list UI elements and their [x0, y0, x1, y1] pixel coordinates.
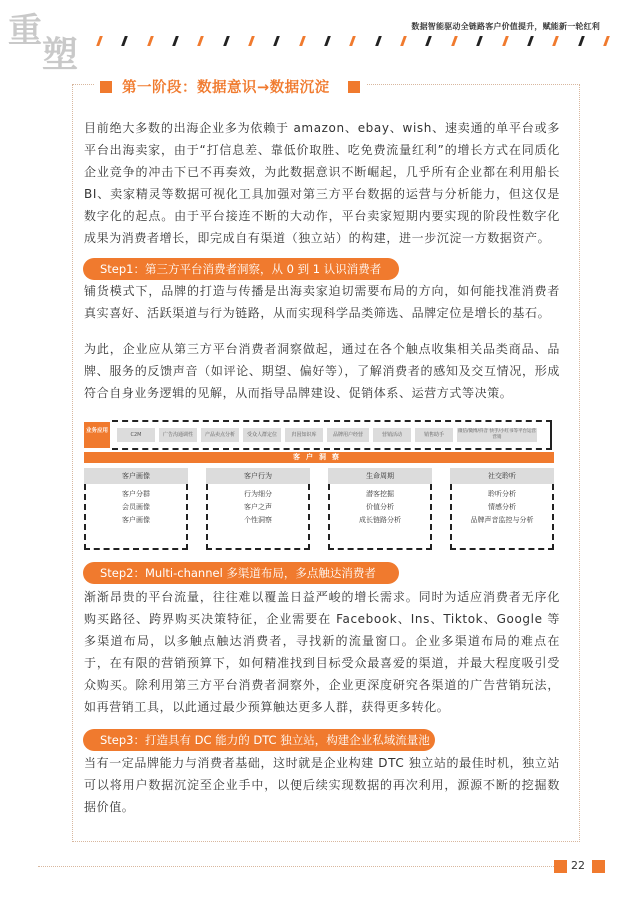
- slash-icon: [603, 36, 610, 46]
- slash-decoration: [98, 36, 608, 46]
- page-square-icon: [554, 860, 567, 873]
- application-chip: 销售助手: [415, 428, 453, 442]
- applications-badge: 业务应用: [84, 422, 110, 448]
- slash-icon: [476, 36, 483, 46]
- column-item: 个性洞察: [244, 516, 272, 524]
- page-number: 22: [571, 859, 585, 872]
- logo-char-2: 塑: [42, 35, 79, 76]
- slash-icon: [198, 36, 205, 46]
- column-item: 客户分群: [122, 490, 150, 498]
- title-square-icon: [348, 81, 360, 93]
- logo-char-1: 重: [8, 11, 42, 51]
- header-tagline: 数据智能驱动全链路客户价值提升，赋能新一轮红利: [411, 22, 600, 31]
- step2-paragraph: 渐渐昂贵的平台流量，往往难以覆盖日益严峻的增长需求。同时为适应消费者无序化购买路径、跨界购买决策特征，企业需要在 Facebook、Ins、Tiktok、Google 等多渠道布局，以多触点触达消费者，寻找新的流量窗口。企业多渠道布局的难点在于，在有限的营销预算下，如何精准找到目标受众最喜爱的渠道，并最大程度吸引受众购买。除利用第三方平台消费者洞察外，企业更深度研究各渠道的广告营销玩法，如再营销工具，以此通过最少预算触达更多人群，获得更多转化。: [84, 590, 560, 714]
- column-title: 社交聆听: [450, 468, 554, 484]
- slash-icon: [147, 36, 154, 46]
- slash-icon: [552, 36, 559, 46]
- slash-icon: [426, 36, 433, 46]
- column-item: 成长链路分析: [359, 516, 401, 524]
- insight-column: [450, 468, 554, 552]
- insight-column: [206, 468, 310, 552]
- slash-icon: [299, 36, 306, 46]
- footer-dotted-line: [38, 866, 558, 867]
- applications-row: [84, 420, 554, 450]
- column-title: 客户行为: [206, 468, 310, 484]
- application-chip: 广告沟通调性: [159, 428, 197, 442]
- step3-label: Step3：打造具有 DC 能力的 DTC 独立站，构建企业私域流量池: [83, 729, 435, 751]
- slash-icon: [122, 36, 129, 46]
- column-title: 生命周期: [328, 468, 432, 484]
- application-chip: 产品卖点分析: [201, 428, 239, 442]
- slash-icon: [350, 36, 357, 46]
- column-item: 情感分析: [488, 503, 516, 511]
- intro-paragraph: 目前绝大多数的出海企业多为依赖于 amazon、ebay、wish、速卖通的单平台或多平台出海卖家，由于“打信息差、靠低价取胜、吃免费流量红利”的增长方式在同质化企业竞争的冲击下已不再奏效，为此数据意识不断崛起，几乎所有企业都在利用船长 BI、卖家精灵等数据可视化工具加强对第三方平台数据的运营与分析能力，但这仅是数字化的起点。由于平台接连不断的大动作，平台卖家短期内要实现的阶段性数字化成果为消费者增长，即完成自有渠道（独立站）的构建，进一步沉淀一方数据资产。: [84, 121, 560, 245]
- slash-icon: [527, 36, 534, 46]
- application-chip: C2M: [117, 428, 155, 442]
- slash-icon: [223, 36, 230, 46]
- slash-icon: [324, 36, 331, 46]
- column-item: 会员画像: [122, 503, 150, 511]
- slash-icon: [400, 36, 407, 46]
- column-item: 行为细分: [244, 490, 272, 498]
- slash-icon: [451, 36, 458, 46]
- page-square-icon: [592, 860, 605, 873]
- insight-columns: [84, 468, 554, 552]
- application-chip: 品牌用户经营: [327, 428, 369, 442]
- slash-icon: [375, 36, 382, 46]
- application-chip: 受众人群定位: [243, 428, 281, 442]
- slash-icon: [172, 36, 179, 46]
- column-item: 聆听分析: [488, 490, 516, 498]
- section-title-row: [94, 76, 366, 97]
- step1-label: Step1：第三方平台消费者洞察，从 0 到 1 认识消费者: [83, 258, 399, 280]
- customer-insight-band: 客户洞察: [84, 452, 554, 463]
- insight-column: [328, 468, 432, 552]
- column-item: 客户之声: [244, 503, 272, 511]
- step1-paragraph-1: 铺货模式下，品牌的打造与传播是出海卖家迫切需要布局的方向，如何能找准消费者真实喜好、活跃渠道与行为链路，从而实现科学品类筛选、品牌定位是增长的基石。: [84, 284, 560, 320]
- slash-icon: [502, 36, 509, 46]
- insight-column: [84, 468, 188, 552]
- slash-icon: [274, 36, 281, 46]
- step2-label: Step2：Multi-channel 多渠道布局，多点触达消费者: [83, 562, 399, 584]
- slash-icon: [96, 36, 103, 46]
- customer-insight-diagram: [84, 420, 554, 554]
- column-title: 客户画像: [84, 468, 188, 484]
- column-item: 客户画像: [122, 516, 150, 524]
- application-chip: 微信/微博/抖音 快手/小红书等平台运营营销: [458, 429, 536, 440]
- application-chip: 归因知识库: [285, 428, 323, 442]
- step1-paragraph-2: 为此，企业应从第三方平台消费者洞察做起，通过在各个触点收集相关品类商品、品牌、服务的反馈声音（如评论、期望、偏好等），了解消费者的感知及交互情况，形成符合自身业务逻辑的见解，从而指导品牌建设、促销体系、运营方式等决策。: [84, 342, 560, 400]
- slash-icon: [248, 36, 255, 46]
- column-item: 价值分析: [366, 503, 394, 511]
- column-item: 潜客挖掘: [366, 490, 394, 498]
- slash-icon: [578, 36, 585, 46]
- title-square-icon: [100, 81, 112, 93]
- column-item: 品牌声音监控与分析: [470, 516, 534, 524]
- application-chip: 营销活动: [373, 428, 411, 442]
- section-title: 第一阶段：数据意识→数据沉淀: [122, 80, 330, 96]
- step3-paragraph: 当有一定品牌能力与消费者基础，这时就是企业构建 DTC 独立站的最佳时机，独立站可以将用户数据沉淀至企业手中，以便后续实现数据的再次利用，源源不断的挖掘数据价值。: [84, 756, 560, 814]
- application-chips: [117, 428, 537, 442]
- report-logo: [8, 12, 98, 74]
